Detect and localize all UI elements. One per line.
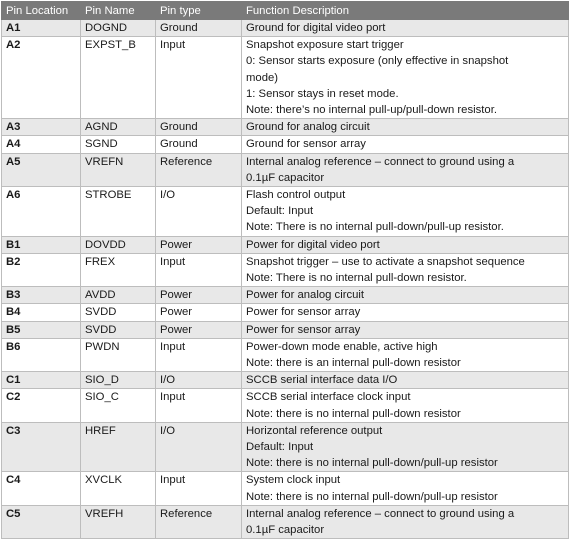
header-pin-location: Pin Location (2, 2, 81, 20)
table-row (2, 153, 569, 186)
pin-name-cell: EXPST_B (81, 37, 156, 119)
description-line: Note: there is no internal pull-down resistor (246, 407, 461, 420)
description-line: Ground for digital video port (246, 22, 386, 34)
table-row (2, 472, 569, 505)
pin-location-cell: B5 (2, 321, 81, 338)
pin-type-cell: Input (156, 389, 242, 422)
pin-type-cell: Ground (156, 136, 242, 153)
pin-location-cell: A5 (2, 153, 81, 186)
pin-type-cell: I/O (156, 372, 242, 389)
table-row (2, 187, 569, 237)
table-row (2, 505, 569, 538)
header-row (2, 2, 569, 20)
description-line: Default: Input (246, 441, 314, 454)
description-line: SCCB serial interface clock input (246, 391, 411, 404)
pin-type-cell: Ground (156, 20, 242, 37)
description-line: Horizontal reference output (246, 424, 383, 437)
pin-location-cell: B2 (2, 253, 81, 286)
pin-name-cell: AVDD (81, 287, 156, 304)
pin-type-cell: Input (156, 338, 242, 371)
table-row (2, 236, 569, 253)
pin-location-cell: A2 (2, 37, 81, 119)
pin-name-cell: HREF (81, 422, 156, 472)
pin-location-cell: B6 (2, 338, 81, 371)
function-description-cell (242, 389, 569, 422)
function-description-cell (242, 153, 569, 186)
table-row (2, 321, 569, 338)
pin-name-cell: DOGND (81, 20, 156, 37)
description-line: Note: there’s no internal pull-up/pull-down resistor. (246, 104, 497, 117)
pin-type-cell: Reference (156, 505, 242, 538)
description-line: Power for sensor array (246, 306, 361, 319)
table-row (2, 253, 569, 286)
description-line: 0.1µF capacitor (246, 524, 325, 537)
description-line: mode) (246, 71, 279, 84)
header-function-description: Function Description (242, 2, 569, 20)
table-row (2, 20, 569, 37)
function-description-cell (242, 119, 569, 136)
pin-location-cell: A3 (2, 119, 81, 136)
table-row (2, 338, 569, 371)
function-description-cell (242, 472, 569, 505)
pin-location-cell: C3 (2, 422, 81, 472)
description-line: Note: There is no internal pull-down resistor. (246, 272, 467, 285)
header-pin-type: Pin type (156, 2, 242, 20)
description-line: Note: there is no internal pull-down/pull-up resistor (246, 457, 498, 470)
pin-location-cell: A6 (2, 187, 81, 237)
description-line: Internal analog reference – connect to ground using a (246, 507, 515, 520)
pin-location-cell: B1 (2, 236, 81, 253)
function-description-cell (242, 253, 569, 286)
description-line: Snapshot trigger – use to activate a snapshot sequence (246, 255, 525, 268)
function-description-cell (242, 422, 569, 472)
pin-type-cell: Input (156, 472, 242, 505)
description-line: Note: there is no internal pull-down/pull-up resistor (246, 490, 498, 503)
pin-type-cell: Power (156, 236, 242, 253)
function-description-cell (242, 136, 569, 153)
description-line: Default: Input (246, 205, 314, 218)
description-line: System clock input (246, 474, 341, 487)
function-description-cell (242, 505, 569, 538)
table-row (2, 136, 569, 153)
description-line: Internal analog reference – connect to ground using a (246, 155, 515, 168)
function-description-cell (242, 236, 569, 253)
pin-location-cell: B3 (2, 287, 81, 304)
pin-name-cell: AGND (81, 119, 156, 136)
description-line: Flash control output (246, 189, 346, 202)
pin-name-cell: SIO_D (81, 372, 156, 389)
function-description-cell (242, 372, 569, 389)
description-line: Snapshot exposure start trigger (246, 39, 404, 52)
description-line: Ground for sensor array (246, 138, 366, 151)
description-line: Note: There is no internal pull-down/pull-up resistor. (246, 221, 504, 234)
header-pin-name: Pin Name (81, 2, 156, 20)
function-description-cell (242, 187, 569, 237)
description-line: Ground for analog circuit (246, 121, 370, 134)
pin-name-cell: VREFH (81, 505, 156, 538)
pin-location-cell: A1 (2, 20, 81, 37)
description-line: SCCB serial interface data I/O (246, 374, 398, 387)
pin-type-cell: Input (156, 253, 242, 286)
pin-table (1, 1, 569, 539)
pin-location-cell: B4 (2, 304, 81, 321)
function-description-cell (242, 37, 569, 119)
pin-location-cell: C4 (2, 472, 81, 505)
table-row (2, 37, 569, 119)
function-description-cell (242, 321, 569, 338)
table-row (2, 422, 569, 472)
pin-type-cell: Power (156, 321, 242, 338)
description-line: 1: Sensor stays in reset mode. (246, 87, 399, 100)
pin-name-cell: DOVDD (81, 236, 156, 253)
table-row (2, 119, 569, 136)
pin-location-cell: A4 (2, 136, 81, 153)
pin-name-cell: STROBE (81, 187, 156, 237)
pin-name-cell: SGND (81, 136, 156, 153)
description-line: Note: there is an internal pull-down resistor (246, 357, 461, 370)
pin-location-cell: C1 (2, 372, 81, 389)
pin-type-cell: I/O (156, 422, 242, 472)
pin-type-cell: Power (156, 304, 242, 321)
pin-location-cell: C2 (2, 389, 81, 422)
pin-name-cell: SIO_C (81, 389, 156, 422)
pin-name-cell: XVCLK (81, 472, 156, 505)
pin-name-cell: SVDD (81, 321, 156, 338)
pin-name-cell: FREX (81, 253, 156, 286)
pin-location-cell: C5 (2, 505, 81, 538)
pin-type-cell: Input (156, 37, 242, 119)
pin-name-cell: VREFN (81, 153, 156, 186)
description-line: Power-down mode enable, active high (246, 340, 438, 353)
table-row (2, 372, 569, 389)
pin-name-cell: SVDD (81, 304, 156, 321)
table-row (2, 287, 569, 304)
function-description-cell (242, 20, 569, 37)
description-line: Power for digital video port (246, 238, 380, 251)
function-description-cell (242, 287, 569, 304)
description-line: Power for sensor array (246, 323, 361, 336)
table-row (2, 389, 569, 422)
description-line: 0: Sensor starts exposure (only effective in snapshot (246, 55, 509, 68)
pin-table-body (2, 20, 569, 539)
description-line: 0.1µF capacitor (246, 171, 325, 184)
pin-type-cell: Reference (156, 153, 242, 186)
function-description-cell (242, 304, 569, 321)
table-row (2, 304, 569, 321)
pin-type-cell: Power (156, 287, 242, 304)
pin-name-cell: PWDN (81, 338, 156, 371)
pin-type-cell: Ground (156, 119, 242, 136)
function-description-cell (242, 338, 569, 371)
description-line: Power for analog circuit (246, 289, 365, 302)
pin-type-cell: I/O (156, 187, 242, 237)
